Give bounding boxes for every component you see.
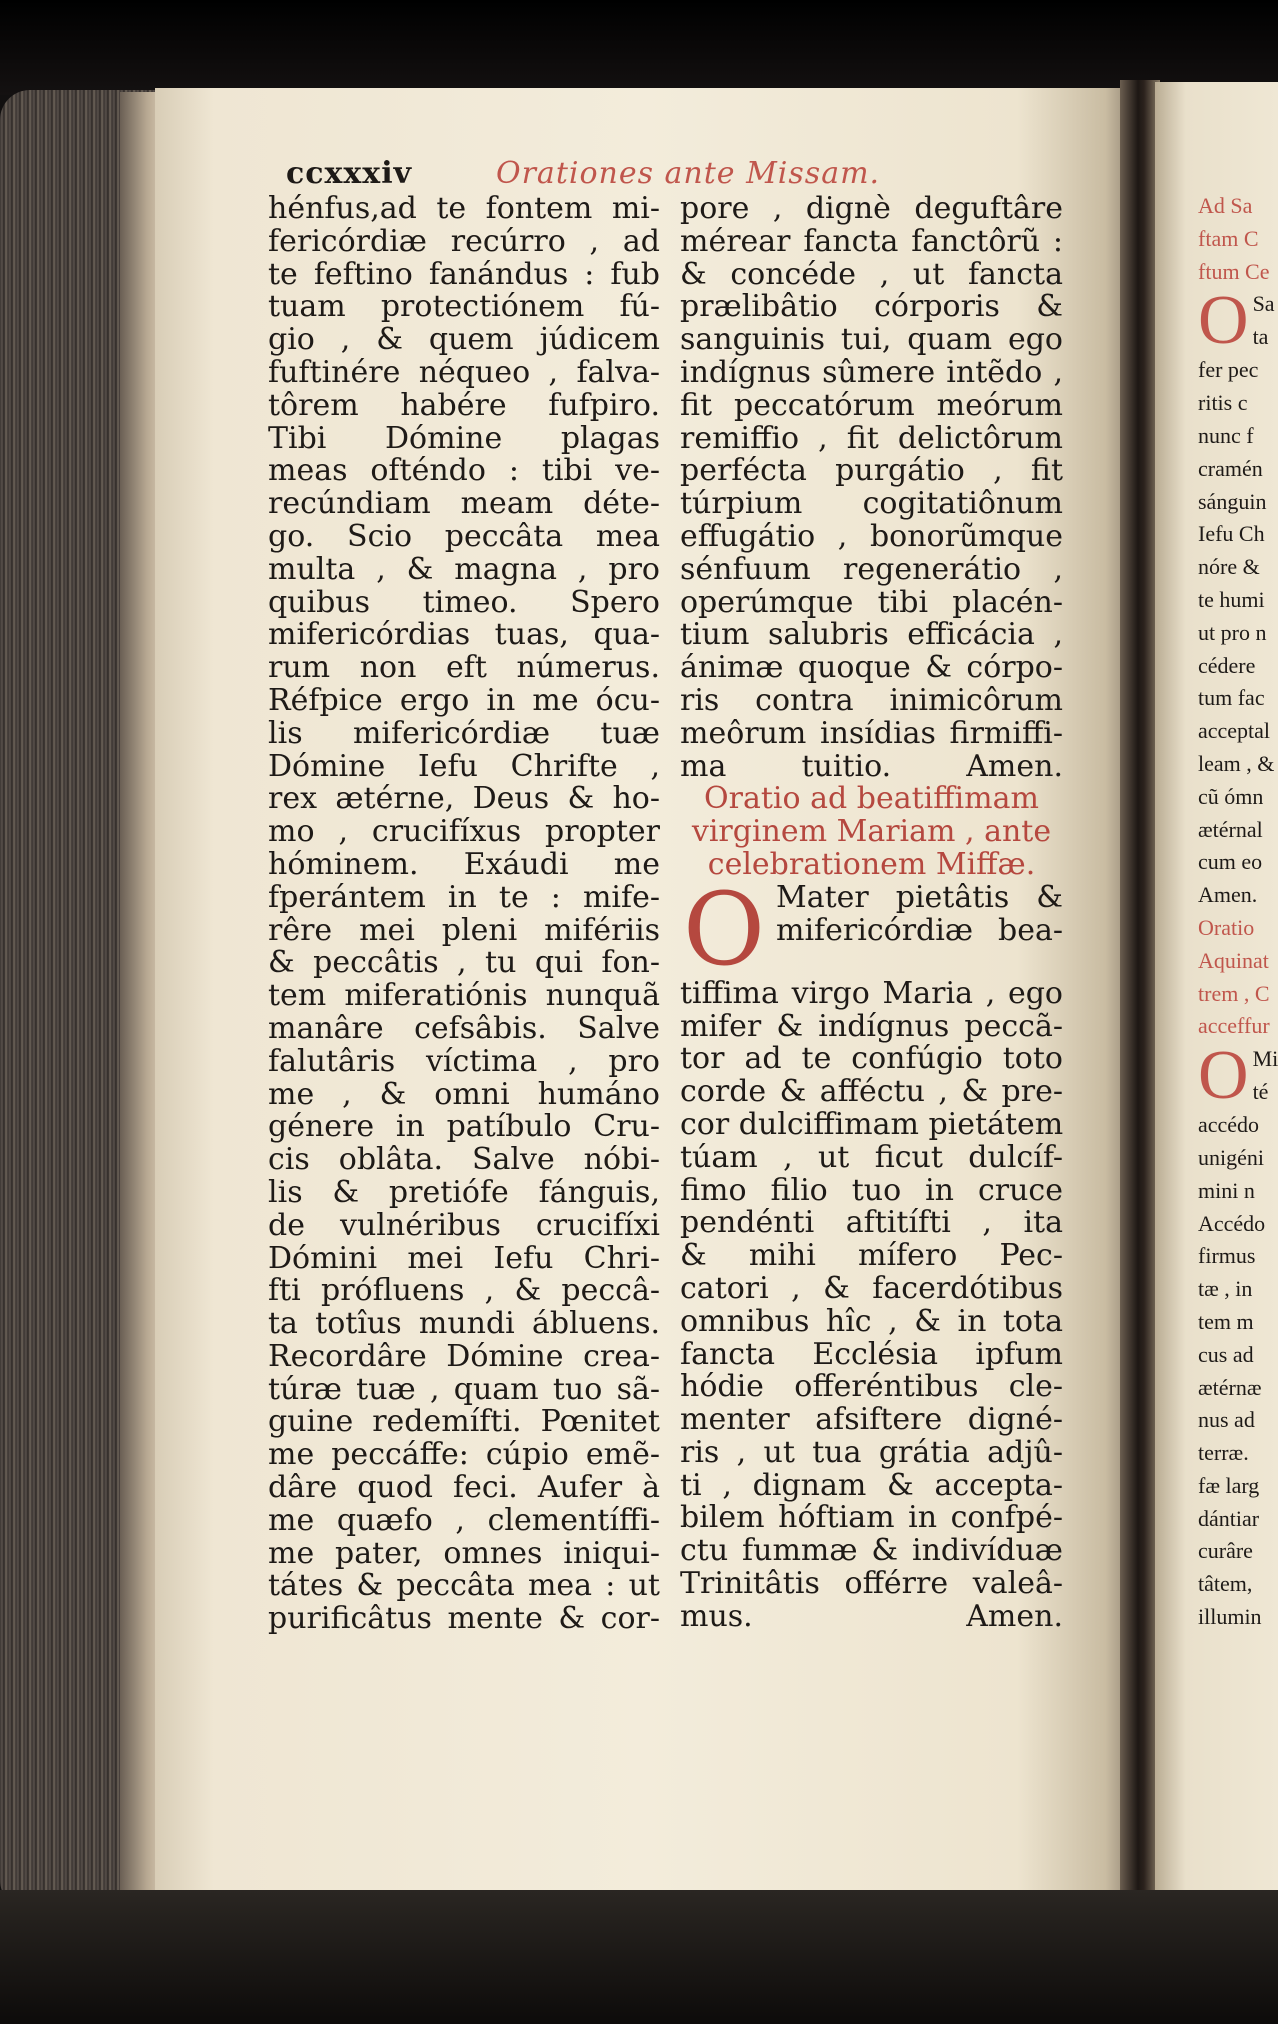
text-line: sénfuum regenerátio ,	[680, 553, 1063, 587]
text-line: rum non eft númerus.	[268, 652, 660, 685]
text-line: fit peccatórum meórum	[680, 389, 1063, 423]
fragment-line: Oratio	[1198, 914, 1255, 940]
text-line: multa , & magna , pro	[268, 553, 660, 587]
right-page-top-lines	[1198, 190, 1278, 288]
heading-line: virginem Mariam , ante	[691, 816, 1052, 849]
fragment-line: acceffur	[1198, 1013, 1270, 1039]
text-line: te feftino fanándus : fub	[268, 258, 660, 292]
fragment-line: Ad Sa	[1198, 193, 1253, 218]
fragment-line: ftum Ce	[1198, 258, 1270, 284]
text-line: tiffima virgo Maria , ego	[680, 977, 1063, 1011]
text-line: génere in patíbulo Cru-	[268, 1111, 660, 1145]
text-line: Mater pietâtis &	[776, 881, 1063, 915]
text-line: me quæfo , clementíffi-	[268, 1504, 660, 1538]
capped-paragraph	[680, 870, 1063, 988]
fragment-line: cum eo	[1198, 849, 1263, 875]
text-line: fimo filio tuo in cruce	[680, 1174, 1063, 1208]
fragment-line: ætérnæ	[1198, 1374, 1262, 1400]
text-line: cor dulciffimam pietátem	[680, 1108, 1063, 1142]
fragment-line: curâre	[1198, 1538, 1253, 1564]
fragment-line: illumin	[1198, 1604, 1262, 1630]
text-line: effugátio , bonorũmque	[680, 520, 1063, 554]
text-line: meôrum insídias firmiffi-	[680, 717, 1063, 751]
left-text-column	[268, 193, 660, 1636]
text-line: go. Scio peccâta mea	[268, 520, 660, 554]
prayer-heading	[680, 783, 1063, 881]
heading-line: celebrationem Miffæ.	[707, 848, 1036, 882]
right-cap-block	[1198, 282, 1278, 360]
folio-number: ccxxxiv	[286, 156, 413, 191]
text-line: recúndiam meam déte-	[268, 488, 660, 521]
right-page-lines	[1198, 354, 1278, 912]
text-line: Dómine Iefu Chrifte ,	[268, 750, 660, 784]
text-line: & peccâtis , tu qui fon-	[268, 947, 660, 981]
text-line: Tibi Dómine plagas	[268, 422, 660, 456]
text-line: tátes & peccâta mea : ut	[268, 1570, 660, 1604]
text-line: meas ofténdo : tibi ve-	[268, 455, 660, 489]
text-line: hóminem. Exáudi me	[268, 848, 660, 882]
fragment-line: Accédo	[1198, 1210, 1266, 1236]
right-drop-cap-2: O	[1198, 1037, 1249, 1115]
fragment-line: nunc f	[1198, 422, 1254, 448]
right-page-lines-2	[1198, 1109, 1278, 1634]
fragment-line: sánguin	[1198, 488, 1267, 514]
text-line: operúmque tibi placén-	[680, 586, 1063, 620]
background-shadow-top	[0, 0, 1278, 95]
text-line: mus. Amen.	[680, 1600, 1063, 1634]
text-line: prælibâtio córporis &	[680, 291, 1063, 325]
text-line: Dómini mei Iefu Chri-	[268, 1242, 660, 1276]
text-line: dâre quod feci. Aufer à	[268, 1472, 660, 1505]
text-line: perfécta purgátio , fit	[680, 455, 1063, 489]
text-line: me peccáffe: cúpio emẽ-	[268, 1439, 660, 1473]
fragment-line: ritis c	[1198, 390, 1248, 416]
text-line: mifericórdiæ bea-	[776, 914, 1063, 948]
text-line: Réfpice ergo in me ócu-	[268, 684, 660, 718]
text-line: Trinitâtis offérre valeâ-	[680, 1568, 1063, 1601]
fragment-line: terræ.	[1198, 1440, 1249, 1466]
text-line: tium salubris efficácia ,	[680, 619, 1063, 653]
text-line: fperántem in te : mife-	[268, 881, 660, 915]
fragment-line: Mi	[1252, 1046, 1278, 1072]
fragment-line: cus ad	[1198, 1341, 1254, 1367]
text-line: ris contra inimicôrum	[680, 684, 1063, 718]
text-line: mo , crucifíxus propter	[268, 816, 660, 849]
text-line: corde & afféctu , & pre-	[680, 1076, 1063, 1109]
text-line: ta totîus mundi ábluens.	[268, 1308, 660, 1341]
text-line: ánimæ quoque & córpo-	[680, 652, 1063, 685]
fragment-line: ut pro n	[1198, 619, 1267, 645]
text-line: mifericórdias tuas, qua-	[268, 619, 660, 653]
fragment-line: dántiar	[1198, 1505, 1260, 1531]
text-line: purificâtus mente & cor-	[268, 1603, 660, 1637]
text-line: túræ tuæ , quam tuo sã-	[268, 1373, 660, 1407]
text-line: mifer & indígnus peccã-	[680, 1010, 1063, 1044]
fragment-line: fæ larg	[1198, 1472, 1260, 1498]
text-line: hódie offeréntibus cle-	[680, 1371, 1063, 1405]
text-line: ris , ut tua grátia adjû-	[680, 1436, 1063, 1470]
fragment-line: té	[1252, 1078, 1269, 1104]
text-line: me , & omni humáno	[268, 1078, 660, 1112]
right-page-red-lines	[1198, 912, 1278, 1043]
right-drop-cap: O	[1198, 282, 1249, 360]
text-line: bilem hóftiam in confpé-	[680, 1502, 1063, 1536]
text-line: rex ætérne, Deus & ho-	[268, 783, 660, 817]
fragment-line: firmus	[1198, 1243, 1256, 1269]
fragment-line: nóre &	[1198, 554, 1260, 580]
text-line: tem miferatiónis nunquã	[268, 980, 660, 1013]
fragment-line: fer pec	[1198, 357, 1259, 383]
fragment-line: trem , C	[1198, 980, 1270, 1006]
text-line: hénfus,ad te fontem mi-	[268, 193, 660, 226]
fragment-line: nus ad	[1198, 1407, 1255, 1433]
running-title: Orationes ante Missam.	[496, 156, 881, 191]
text-line: falutâris víctima , pro	[268, 1045, 660, 1079]
text-line: de vulnéribus crucifíxi	[268, 1209, 660, 1243]
text-line: & mihi mífero Pec-	[680, 1240, 1063, 1273]
fragment-line: cédere	[1198, 652, 1256, 678]
text-line: sanguinis tui, quam ego	[680, 324, 1063, 357]
fragment-line: cramén	[1198, 455, 1263, 481]
middle-text-column	[680, 193, 1063, 1634]
text-line: gio , & quem júdicem	[268, 324, 660, 357]
fragment-line: tem m	[1198, 1308, 1254, 1334]
text-line: fericórdiæ recúrro , ad	[268, 225, 660, 259]
fragment-line: Aquinat	[1198, 947, 1269, 973]
text-line: lis mifericórdiæ tuæ	[268, 717, 660, 751]
text-line: ctu fummæ & indivíduæ	[680, 1535, 1063, 1569]
text-line: remiffio , fit delictôrum	[680, 422, 1063, 456]
fragment-line: tâtem,	[1198, 1571, 1253, 1597]
middle-column-rest	[680, 978, 1063, 1634]
right-page-fragment	[1198, 190, 1278, 1634]
text-line: manâre cefsâbis. Salve	[268, 1012, 660, 1046]
book-gutter	[1120, 80, 1160, 1915]
text-line: guine redemífti. Pœnitet	[268, 1406, 660, 1440]
text-line: omnibus hîc , & in tota	[680, 1305, 1063, 1339]
heading-line: Oratio ad beatiffimam	[704, 783, 1039, 817]
fragment-line: leam , &	[1198, 750, 1275, 776]
text-line: tôrem habére fufpiro.	[268, 389, 660, 423]
fragment-line: acceptal	[1198, 718, 1271, 744]
text-line: indígnus sûmere intẽdo ,	[680, 356, 1063, 390]
text-line: pore , dignè deguftâre	[680, 193, 1063, 226]
text-line: tor ad te confúgio toto	[680, 1043, 1063, 1077]
fragment-line: unigéni	[1198, 1144, 1264, 1170]
fragment-line: ætérnal	[1198, 816, 1263, 842]
fragment-line: te humi	[1198, 586, 1265, 612]
text-line: menter afsiftere digné-	[680, 1404, 1063, 1437]
page-header	[286, 156, 886, 196]
text-line: quibus timeo. Spero	[268, 586, 660, 620]
fragment-line: tæ , in	[1198, 1276, 1253, 1302]
fragment-line: ftam C	[1198, 225, 1259, 251]
text-line: lis & pretiófe fánguis,	[268, 1176, 660, 1210]
text-line: ma tuitio. Amen.	[680, 750, 1063, 784]
fragment-line: tum fac	[1198, 685, 1265, 711]
fragment-line: Amen.	[1198, 882, 1258, 908]
text-line: fti prófluens , & peccâ-	[268, 1275, 660, 1309]
text-line: rêre mei pleni mifériis	[268, 914, 660, 948]
right-cap2-block	[1198, 1037, 1278, 1115]
text-line: Recordâre Dómine crea-	[268, 1340, 660, 1374]
fragment-line: Iefu Ch	[1198, 521, 1265, 547]
background-shadow-bottom	[0, 1890, 1278, 2024]
text-line: fuftinére néqueo , falva-	[268, 356, 660, 390]
drop-cap: O	[683, 870, 765, 988]
fragment-line: mini n	[1198, 1177, 1255, 1203]
text-line: túrpium cogitatiônum	[680, 488, 1063, 521]
middle-column-top	[680, 193, 1063, 783]
fragment-line: Sa	[1252, 291, 1275, 317]
fragment-line: accédo	[1198, 1112, 1260, 1138]
text-line: me pater, omnes iniqui-	[268, 1537, 660, 1571]
text-line: catori , & facerdótibus	[680, 1272, 1063, 1306]
text-line: pendénti aftitífti , ita	[680, 1207, 1063, 1241]
fragment-line: ta	[1252, 324, 1269, 350]
text-line: & concéde , ut fancta	[680, 258, 1063, 292]
fragment-line: cũ ómn	[1198, 783, 1264, 809]
text-line: tuam protectiónem fú-	[268, 291, 660, 325]
text-line: fancta Ecclésia ipfum	[680, 1338, 1063, 1372]
text-line: mérear fancta fanctôrũ :	[680, 225, 1063, 259]
text-line: cis oblâta. Salve nóbi-	[268, 1144, 660, 1177]
text-line: ti , dignam & accepta-	[680, 1469, 1063, 1503]
text-line: túam , ut ficut dulcíf-	[680, 1141, 1063, 1175]
